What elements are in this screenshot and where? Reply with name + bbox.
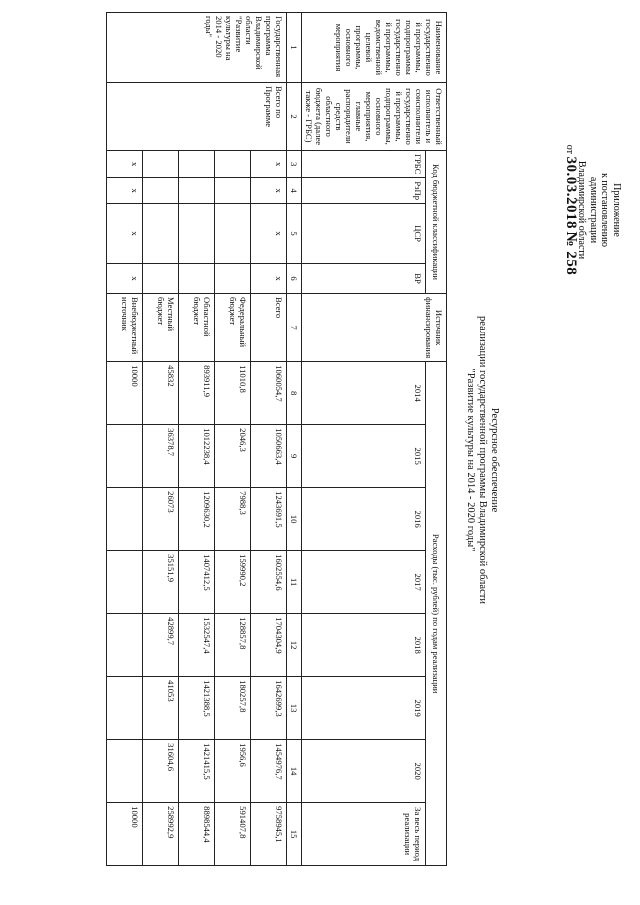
from-label: от bbox=[564, 144, 575, 154]
table-cell: Федеральный бюджет bbox=[215, 294, 251, 362]
header-expenses: Расходы (тыс. рублей) по годам реализации bbox=[426, 362, 447, 866]
table-cell bbox=[107, 551, 143, 614]
table-cell: 128857,8 bbox=[215, 614, 251, 677]
header-year: 2016 bbox=[302, 488, 426, 551]
title-line: "Развитие культуры на 2014 - 2020 годы" bbox=[465, 368, 476, 552]
col-number: 2 bbox=[287, 83, 302, 151]
table-cell bbox=[143, 178, 179, 204]
table-cell bbox=[107, 677, 143, 740]
table-cell: 31604,6 bbox=[143, 740, 179, 803]
table-cell bbox=[143, 151, 179, 178]
table-cell bbox=[179, 178, 215, 204]
header-year: 2019 bbox=[302, 677, 426, 740]
table-cell bbox=[215, 264, 251, 294]
table-cell: 258992,9 bbox=[143, 803, 179, 866]
header-source: Источник финансирования bbox=[302, 294, 447, 362]
table-cell: 1454976,7 bbox=[251, 740, 287, 803]
col-number: 10 bbox=[287, 488, 302, 551]
table-cell: 1209630,2 bbox=[179, 488, 215, 551]
table-cell: 2046,3 bbox=[215, 425, 251, 488]
col-number: 6 bbox=[287, 264, 302, 294]
decree-date: 30.03.2018 bbox=[563, 156, 579, 229]
col-number: 9 bbox=[287, 425, 302, 488]
table-cell: 26073 bbox=[143, 488, 179, 551]
table-cell: x bbox=[251, 151, 287, 178]
table-cell: 10000 bbox=[107, 803, 143, 866]
header-rzpr: РзПр bbox=[302, 178, 426, 204]
table-cell: 9758945,1 bbox=[251, 803, 287, 866]
header-year: 2020 bbox=[302, 740, 426, 803]
table-cell bbox=[107, 740, 143, 803]
col-number: 13 bbox=[287, 677, 302, 740]
table-cell: 1060054,7 bbox=[251, 362, 287, 425]
table-cell bbox=[107, 425, 143, 488]
table-cell bbox=[143, 204, 179, 264]
table-row bbox=[251, 13, 287, 866]
table-cell: 180257,8 bbox=[215, 677, 251, 740]
header-line: Приложение bbox=[611, 183, 622, 237]
table-cell: Государственная программа Владимирской области "Развитие культуры на 2014 - 2020 годы" bbox=[107, 13, 287, 83]
col-number: 8 bbox=[287, 362, 302, 425]
col-number: 15 bbox=[287, 803, 302, 866]
table-cell: 7988,3 bbox=[215, 488, 251, 551]
table-cell bbox=[215, 204, 251, 264]
table-cell: 10000 bbox=[107, 362, 143, 425]
table-cell bbox=[215, 151, 251, 178]
header-total: За весь период реализации bbox=[302, 803, 426, 866]
decree-date-line bbox=[564, 60, 577, 360]
table-cell: 1642699,3 bbox=[251, 677, 287, 740]
table-cell: 1956,6 bbox=[215, 740, 251, 803]
table-cell: Областной бюджет bbox=[179, 294, 215, 362]
title-line: реализации государственной программы Владимирской области bbox=[477, 316, 488, 604]
table-cell: 1602554,6 bbox=[251, 551, 287, 614]
table-cell: x bbox=[107, 204, 143, 264]
col-number: 14 bbox=[287, 740, 302, 803]
table-cell: x bbox=[107, 178, 143, 204]
table-cell: 36378,7 bbox=[143, 425, 179, 488]
header-line: Владимирской области bbox=[576, 160, 588, 260]
col-number: 3 bbox=[287, 151, 302, 178]
data-rows bbox=[107, 13, 287, 866]
table-cell bbox=[107, 488, 143, 551]
table-cell: 11010,8 bbox=[215, 362, 251, 425]
header-year: 2015 bbox=[302, 425, 426, 488]
table-cell: x bbox=[251, 204, 287, 264]
header-grbs: ГРБС bbox=[302, 151, 426, 178]
column-number-row bbox=[287, 13, 302, 866]
table-cell: 591407,8 bbox=[215, 803, 251, 866]
table-cell: 35151,9 bbox=[143, 551, 179, 614]
document-title bbox=[464, 230, 500, 690]
table-cell: 159990,2 bbox=[215, 551, 251, 614]
table-cell bbox=[179, 204, 215, 264]
table-cell: 1421415,5 bbox=[179, 740, 215, 803]
table-cell bbox=[107, 614, 143, 677]
table-cell bbox=[215, 178, 251, 204]
col-number: 5 bbox=[287, 204, 302, 264]
table-cell: 1012238,4 bbox=[179, 425, 215, 488]
header-year: 2017 bbox=[302, 551, 426, 614]
col-number: 1 bbox=[287, 13, 302, 83]
table-cell: Местный бюджет bbox=[143, 294, 179, 362]
decree-number: № 258 bbox=[563, 231, 579, 276]
header-line: администрации bbox=[588, 176, 599, 244]
title-line: Ресурсное обеспечение bbox=[489, 407, 500, 513]
table-cell: 1532547,4 bbox=[179, 614, 215, 677]
table-cell: x bbox=[107, 151, 143, 178]
header-line: к постановлению bbox=[599, 173, 611, 247]
header-responsible: Ответственный исполнитель и соисполнители государственно й программы, подпрограммы, основного мероприятия, главные распорядители средств областного бюджета (далее также - ГРБС) bbox=[302, 83, 447, 151]
table-cell: 41053 bbox=[143, 677, 179, 740]
table-cell: 1050663,4 bbox=[251, 425, 287, 488]
table-cell: x bbox=[251, 178, 287, 204]
header-year: 2014 bbox=[302, 362, 426, 425]
table-cell: x bbox=[251, 264, 287, 294]
approval-header bbox=[564, 60, 623, 360]
table-cell: 42899,7 bbox=[143, 614, 179, 677]
table-cell: Внебюджетный источник bbox=[107, 294, 143, 362]
col-number: 4 bbox=[287, 178, 302, 204]
header-year: 2018 bbox=[302, 614, 426, 677]
header-code: Код бюджетной классификации bbox=[426, 151, 447, 294]
table-cell bbox=[143, 264, 179, 294]
col-number: 7 bbox=[287, 294, 302, 362]
table-cell: 1704304,9 bbox=[251, 614, 287, 677]
header-csr: ЦСР bbox=[302, 204, 426, 264]
table-cell bbox=[179, 264, 215, 294]
table-cell bbox=[179, 151, 215, 178]
table-cell: 8898544,4 bbox=[179, 803, 215, 866]
resource-table bbox=[106, 12, 447, 866]
col-number: 12 bbox=[287, 614, 302, 677]
col-number: 11 bbox=[287, 551, 302, 614]
header-vr: ВР bbox=[302, 264, 426, 294]
table-cell: x bbox=[107, 264, 143, 294]
header-name: Наименование государственно й программы, подпрограммы государственно й программы, ведомственной целевой программы, основного мероприятия bbox=[302, 13, 447, 83]
table-cell: 1243691,5 bbox=[251, 488, 287, 551]
table-cell: 1421388,5 bbox=[179, 677, 215, 740]
table-cell: Всего по Программе bbox=[107, 83, 287, 151]
table-cell: Всего bbox=[251, 294, 287, 362]
table-cell: 1407412,5 bbox=[179, 551, 215, 614]
table-cell: 893911,9 bbox=[179, 362, 215, 425]
table-cell: 45832 bbox=[143, 362, 179, 425]
